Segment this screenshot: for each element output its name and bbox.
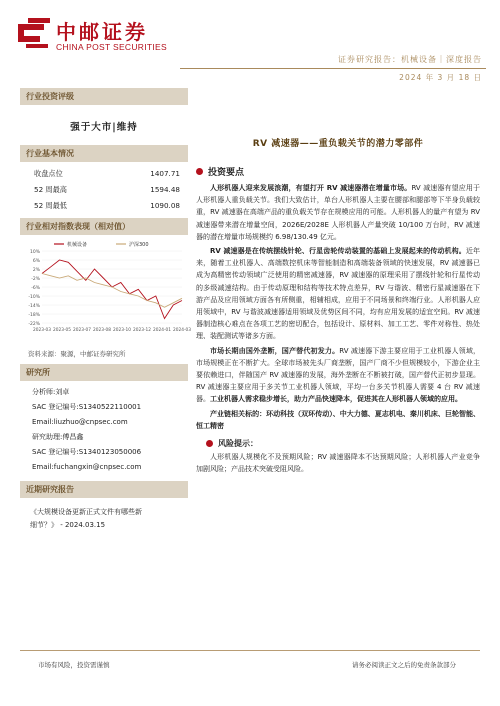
recent-reports-title: 近期研究报告 [20, 481, 188, 498]
info-label: 52 周最低 [34, 201, 67, 210]
report-category: 证券研究报告：机械设备｜深度报告 [338, 55, 482, 64]
china-post-logo-icon [14, 14, 52, 52]
report-header [0, 0, 500, 85]
info-label: 52 周最高 [34, 185, 67, 194]
info-row [20, 182, 188, 198]
footer-risk-note: 市场有风险，投资需谨慎 [38, 661, 110, 669]
logo-chinese: 中邮证券 [56, 20, 148, 44]
footer-divider [20, 650, 480, 651]
sidebar [20, 88, 191, 536]
analyst-section-title: 研究所 [20, 364, 188, 381]
assistant-name: 研究助理:傅昌鑫 [32, 433, 84, 441]
risk-paragraph: 人形机器人规模化不及预期风险；RV 减速器降本不达预期风险；人形机器人产业竞争加剧风险；产品技术突破受阻风险。 [196, 453, 480, 474]
paragraph-3-conclusion: 工业机器人需求稳步增长，助力产品快速降本，促进其在人形机器人领域的应用。 [210, 395, 462, 404]
recent-report-line: 《大规模设备更新正式文件有哪些新 [30, 508, 142, 516]
bullet-icon [196, 168, 203, 175]
y-tick-label: -18% [28, 313, 40, 318]
legend-label: 沪深300 [129, 242, 149, 248]
paragraph-1-body: RV 减速器有望应用于人形机器人重负载关节。我们大致估计，单台人形机器人主要在腰部和腿部等下半身负载较重，RV 减速器在高端产品的重负载关节存在规模应用的可能。人形机器人的量产有望为 RV 减速器带来潜在增量空间，2026E/2028E 人形机器人产量突破 10/100 万台时，RV 减速器的潜在增量市场规模约 6.98/130.49 亿元。 [196, 184, 481, 241]
x-tick-label: 2023-07 [73, 328, 91, 333]
x-tick-label: 2023-10 [113, 328, 131, 333]
header-divider [180, 68, 486, 69]
series-line-2 [42, 274, 182, 308]
y-tick-label: -6% [31, 286, 40, 291]
recent-report-item[interactable] [20, 498, 188, 536]
industry-rating: 强于大市|维持 [70, 122, 138, 133]
x-tick-label: 2023-05 [53, 328, 71, 333]
x-tick-label: 2024-01 [153, 328, 171, 333]
analyst-name: 分析师:刘卓 [32, 388, 70, 396]
chart-source: 资料来源：聚源，中邮证券研究所 [28, 350, 126, 358]
basic-info-list [20, 166, 188, 214]
analyst-sac: SAC 登记编号:S1340522110001 [32, 403, 142, 411]
paragraph-1-lead: 人形机器人迎来发展浪潮，有望打开 RV 减速器潜在增量市场。 [210, 184, 412, 192]
recent-report-line: 细节？》 - 2024.03.15 [30, 521, 106, 529]
assistant-email[interactable]: Email:fuchangxin@cnpsec.com [32, 463, 142, 471]
rating-section-title: 行业投资评级 [20, 88, 188, 105]
analyst-info [20, 381, 188, 481]
info-row [20, 166, 188, 182]
info-label: 收盘点位 [34, 169, 63, 178]
y-tick-label: 2% [32, 268, 40, 273]
paragraph-3-lead: 市场长期由国外垄断，国产替代初发力。 [210, 346, 340, 355]
main-content [196, 88, 480, 475]
summary-heading-text: 投资要点 [208, 168, 245, 178]
paragraph-2-lead: RV 减速器是在传统摆线针轮、行星齿轮传动装置的基础上发展起来的传动机构。 [210, 247, 466, 256]
footer-disclaimer: 请务必阅读正文之后的免责条款部分 [352, 661, 456, 669]
y-tick-label: -14% [28, 304, 40, 309]
report-date: 2024 年 3 月 18 日 [399, 73, 482, 82]
risk-heading [196, 438, 480, 449]
y-tick-label: -2% [31, 277, 40, 282]
related-stocks: 产业链相关标的：环动科技（双环传动）、中大力德、夏志机电、秦川机床、巨轮智能、恒工精密 [196, 409, 480, 430]
basic-info-title: 行业基本情况 [20, 145, 188, 162]
info-value: 1090.08 [150, 201, 180, 210]
info-value: 1594.48 [150, 185, 180, 194]
paragraph-4 [196, 408, 480, 432]
paragraph-1 [196, 182, 480, 243]
x-tick-label: 2024-03 [173, 328, 191, 333]
y-tick-label: 6% [32, 259, 40, 264]
risk-heading-text: 风险提示： [218, 439, 258, 449]
y-tick-label: -22% [28, 322, 40, 327]
info-value: 1407.71 [150, 169, 180, 178]
performance-chart-svg [20, 237, 191, 345]
paragraph-3-body: RV 减速器下游主要应用于工业机器人领域，市场规模正在不断扩大。全球市场被先头厂商垄断，国产厂商不少但规模较小，下游企业主要依赖进口，伴随国产 RV 减速器的发展，海外垄断在不断被打破，国产替代正初步显现。RV 减速器主要应用于多关节工业机器人领域，平均一台多关节机器人需要 4 台 RV 减速器。 [196, 346, 480, 404]
analyst-email[interactable]: Email:liuzhuo@cnpsec.com [32, 418, 128, 426]
logo-english: CHINA POST SECURITIES [56, 42, 167, 52]
x-tick-label: 2023-08 [93, 328, 111, 333]
legend-label: 机械设备 [67, 242, 88, 248]
y-tick-label: -10% [28, 295, 40, 300]
summary-heading [196, 165, 480, 178]
bullet-icon [206, 440, 213, 447]
report-title: RV 减速器——重负载关节的潜力零部件 [252, 139, 424, 149]
paragraph-3 [196, 345, 480, 406]
paragraph-2-body: 近年来，随着工业机器人、高端数控机床等智能制造和高端装备领域的快速发展，RV 减速器已成为高精密传动领域广泛使用的精密减速器，RV 减速器的原理采用了摆线针轮和行星传动的多级减速结构。由于传动原理和结构等技术特点差异，RV 与谐波、精密行星减速器在下游产品及应用领域方面各有所侧重，相辅相成，应用于不同场景和终端行业。人形机器人应用领域中，RV 与谐波减速器适用领域及优势区间不同，均有应用发展的适宜空间。RV 减速器制造核心难点在各项工艺的密切配合，包括设计、原材料、加工工艺、零件对称性、热处理、装配测试等诸多方面。 [196, 247, 481, 341]
info-row [20, 198, 188, 214]
x-tick-label: 2023-12 [133, 328, 151, 333]
y-tick-label: 10% [29, 250, 40, 255]
assistant-sac: SAC 登记编号:S1340123050006 [32, 448, 142, 456]
paragraph-2 [196, 245, 480, 343]
performance-chart [20, 237, 191, 345]
performance-title: 行业相对指数表现（相对值） [20, 218, 188, 235]
x-tick-label: 2023-03 [33, 328, 51, 333]
